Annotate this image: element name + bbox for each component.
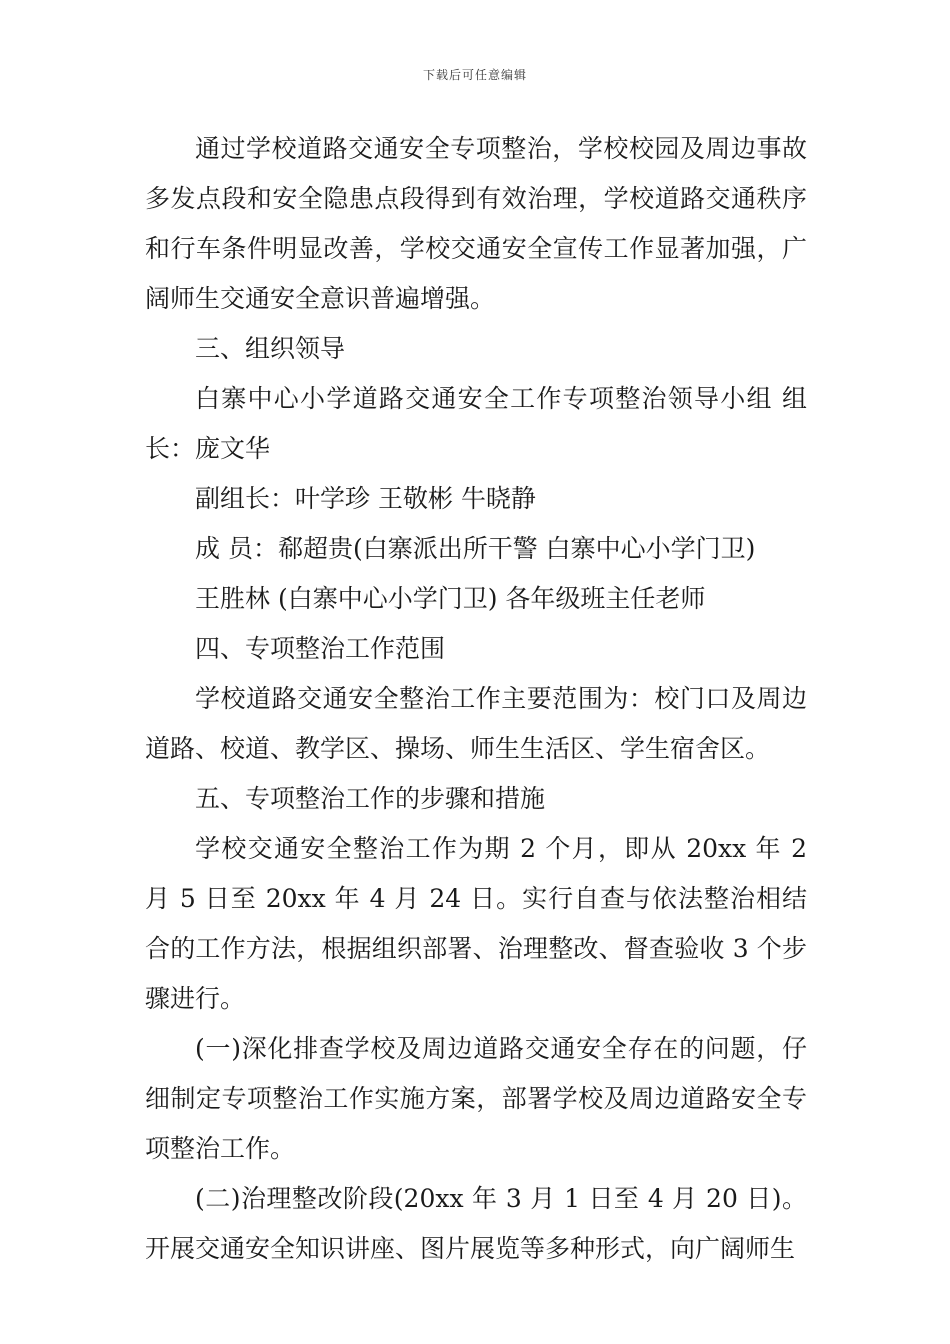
paragraph-deputy: 副组长：叶学珍 王敬彬 牛晓静 <box>195 484 536 513</box>
section-heading-5: 五、专项整治工作的步骤和措施 <box>195 784 546 813</box>
document-body <box>145 124 807 1274</box>
page-header-note: 下载后可任意编辑 <box>422 68 527 82</box>
paragraph-members: 成 员：郗超贵(白寨派出所干警 白寨中心小学门卫) <box>195 534 756 563</box>
paragraph-scope: 学校道路交通安全整治工作主要范围为：校门口及周边道路、校道、教学区、操场、师生生活区、学生宿舍区。 <box>145 684 807 763</box>
paragraph-members-cont: 王胜林 (白寨中心小学门卫) 各年级班主任老师 <box>195 584 706 613</box>
paragraph-leader: 白寨中心小学道路交通安全工作专项整治领导小组 组长：庞文华 <box>145 384 807 463</box>
section-heading-3: 三、组织领导 <box>195 334 346 363</box>
paragraph-intro: 通过学校道路交通安全专项整治，学校校园及周边事故多发点段和安全隐患点段得到有效治理，学校道路交通秩序和行车条件明显改善，学校交通安全宣传工作显著加强，广阔师生交通安全意识普遍增强。 <box>145 134 807 313</box>
section-heading-4: 四、专项整治工作范围 <box>195 634 446 663</box>
paragraph-step-2: (二)治理整改阶段(20xx 年 3 月 1 日至 4 月 20 日)。开展交通安全知识讲座、图片展览等多种形式，向广阔师生 <box>145 1184 807 1263</box>
paragraph-step-1: (一)深化排查学校及周边道路交通安全存在的问题，仔细制定专项整治工作实施方案，部署学校及周边道路安全专项整治工作。 <box>145 1034 807 1163</box>
paragraph-duration: 学校交通安全整治工作为期 2 个月，即从 20xx 年 2 月 5 日至 20xx 年 4 月 24 日。实行自查与依法整治相结合的工作方法，根据组织部署、治理整改、督查验收 3 个步骤进行。 <box>145 834 807 1013</box>
